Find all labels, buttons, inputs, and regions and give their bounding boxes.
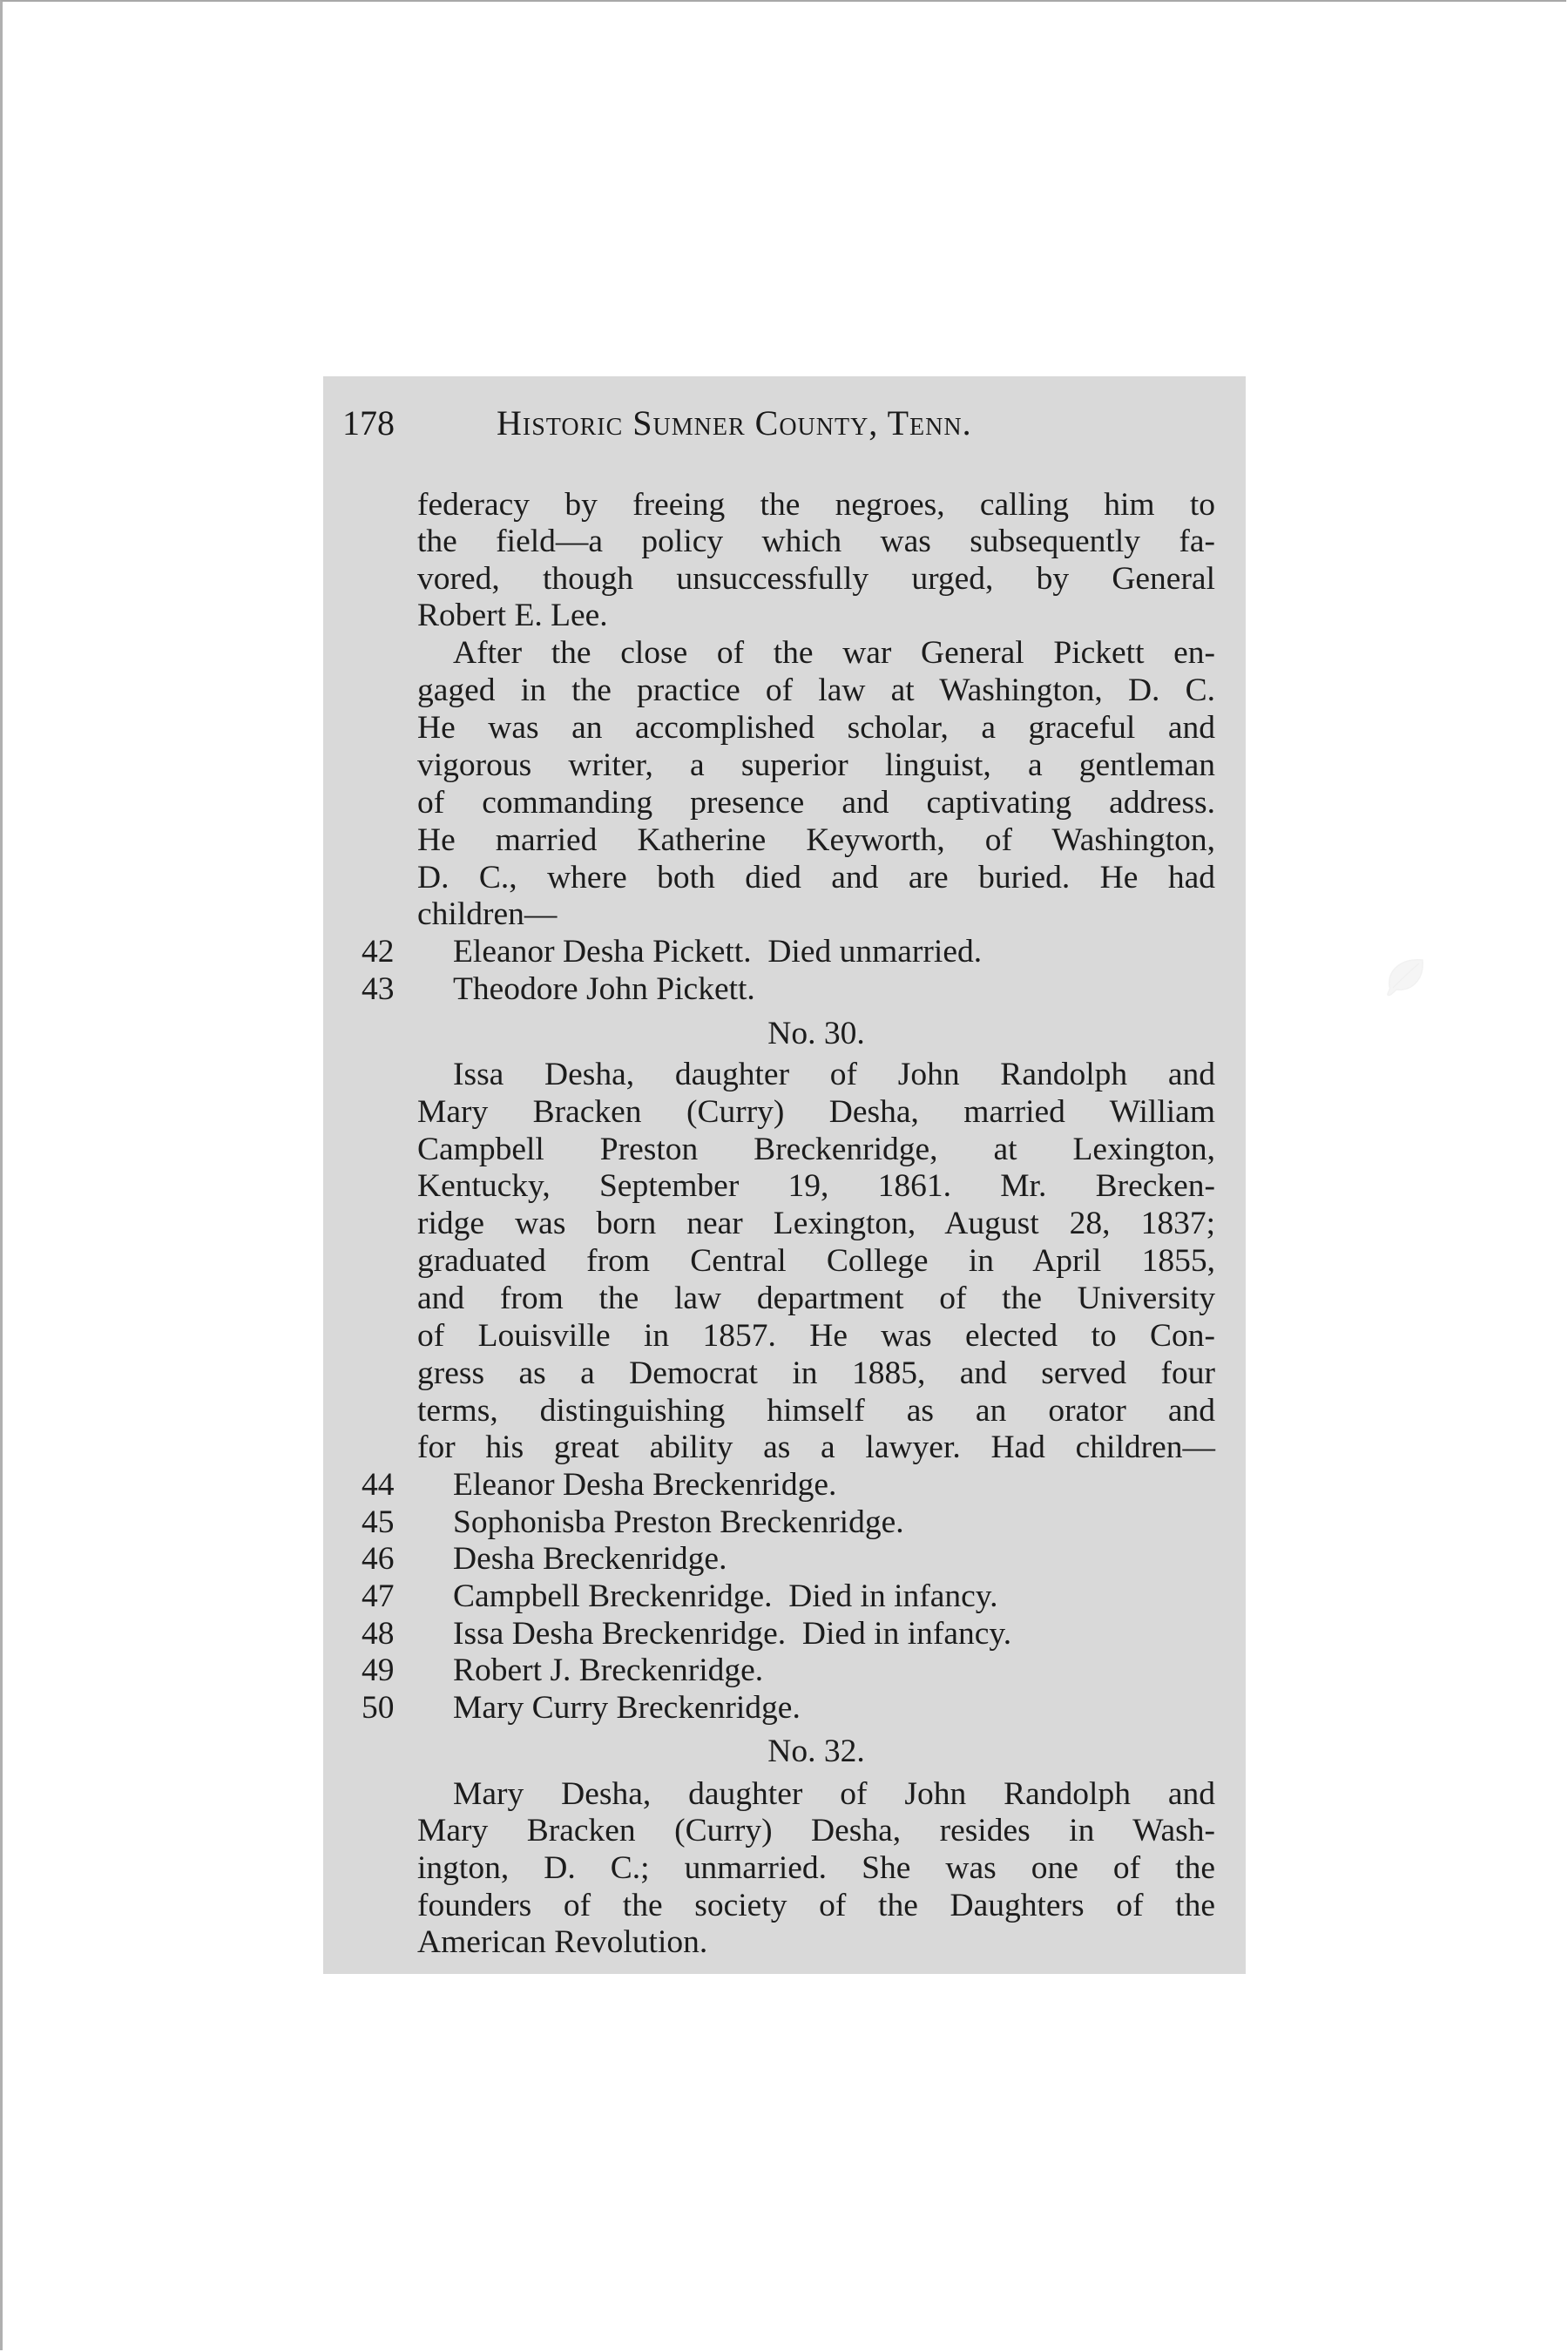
text-line: He married Katherine Keyworth, of Washington,: [417, 822, 1215, 858]
entry-number: 49: [362, 1652, 395, 1688]
text-line: Kentucky, September 19, 1861. Mr. Brecken-: [417, 1168, 1215, 1204]
text-line: for his great ability as a lawyer. Had children—: [417, 1429, 1215, 1465]
text-line: ridge was born near Lexington, August 28, 1837;: [417, 1206, 1215, 1241]
text-line: of commanding presence and captivating address.: [417, 785, 1215, 821]
text-line: Mary Bracken (Curry) Desha, married William: [417, 1094, 1215, 1130]
running-title: Historic Sumner County, Tenn.: [497, 403, 972, 443]
text-line: He was an accomplished scholar, a graceful and: [417, 710, 1215, 746]
book-page: [323, 376, 1246, 1974]
text-line: gress as a Democrat in 1885, and served four: [417, 1355, 1215, 1391]
child-entry: Campbell Breckenridge. Died in infancy.: [453, 1578, 998, 1614]
child-entry: Robert J. Breckenridge.: [453, 1652, 764, 1688]
entry-number: 44: [362, 1467, 395, 1503]
text-line: Mary Desha, daughter of John Randolph and: [453, 1776, 1215, 1812]
section-heading: No. 32.: [767, 1734, 865, 1769]
page-number: 178: [342, 403, 395, 443]
text-line: federacy by freeing the negroes, calling him to: [417, 487, 1215, 523]
text-line: and from the law department of the University: [417, 1281, 1215, 1316]
child-entry: Eleanor Desha Pickett. Died unmarried.: [453, 934, 983, 970]
child-entry: Issa Desha Breckenridge. Died in infancy.: [453, 1616, 1012, 1652]
entry-number: 46: [362, 1541, 395, 1577]
text-line: ington, D. C.; unmarried. She was one of the: [417, 1850, 1215, 1886]
entry-number: 45: [362, 1504, 395, 1540]
text-line: founders of the society of the Daughters of the: [417, 1888, 1215, 1923]
child-entry: Mary Curry Breckenridge.: [453, 1690, 801, 1726]
text-line: American Revolution.: [417, 1924, 708, 1960]
entry-number: 42: [362, 934, 395, 970]
child-entry: Desha Breckenridge.: [453, 1541, 727, 1577]
text-line: vored, though unsuccessfully urged, by General: [417, 561, 1215, 597]
text-line: gaged in the practice of law at Washington, D. C.: [417, 672, 1215, 708]
child-entry: Theodore John Pickett.: [453, 971, 755, 1007]
text-line: After the close of the war General Pickett en-: [453, 635, 1215, 671]
text-line: the field—a policy which was subsequently fa-: [417, 524, 1215, 559]
entry-number: 43: [362, 971, 395, 1007]
section-heading: No. 30.: [767, 1016, 865, 1051]
text-line: Campbell Preston Breckenridge, at Lexington,: [417, 1132, 1215, 1167]
text-line: graduated from Central College in April 1855,: [417, 1243, 1215, 1279]
text-line: children—: [417, 896, 558, 932]
text-line: D. C., where both died and are buried. He had: [417, 860, 1215, 896]
text-line: of Louisville in 1857. He was elected to Con-: [417, 1318, 1215, 1354]
child-entry: Eleanor Desha Breckenridge.: [453, 1467, 837, 1503]
entry-number: 47: [362, 1578, 395, 1614]
text-line: Robert E. Lee.: [417, 598, 608, 633]
text-line: Issa Desha, daughter of John Randolph and: [453, 1057, 1215, 1092]
text-line: vigorous writer, a superior linguist, a gentleman: [417, 747, 1215, 783]
entry-number: 48: [362, 1616, 395, 1652]
child-entry: Sophonisba Preston Breckenridge.: [453, 1504, 904, 1540]
entry-number: 50: [362, 1690, 395, 1726]
text-line: terms, distinguishing himself as an orator and: [417, 1393, 1215, 1429]
text-line: Mary Bracken (Curry) Desha, resides in Wash-: [417, 1813, 1215, 1848]
leaf-watermark-icon: [1381, 951, 1429, 1000]
